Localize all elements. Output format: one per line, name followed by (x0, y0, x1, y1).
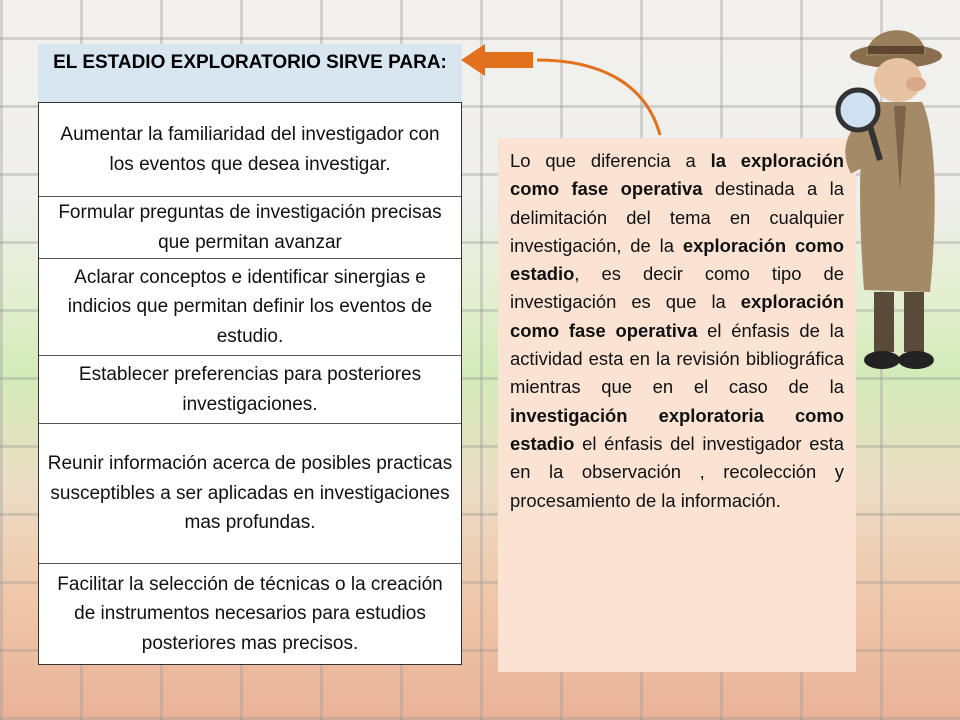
table-row: Establecer preferencias para posteriores investigaciones. (39, 356, 461, 424)
table-row: Reunir información acerca de posibles practicas susceptibles a ser aplicadas en investigaciones mas profundas. (39, 424, 461, 564)
purpose-table (38, 44, 462, 665)
table-row: Aclarar conceptos e identificar sinergias e indicios que permitan definir los eventos de estudio. (39, 259, 461, 356)
detective-illustration-icon (818, 10, 958, 390)
explanation-note: Lo que diferencia a la exploración como fase operativa destinada a la delimitación del tema en cualquier investigación, de la exploración como estadio, es decir como tipo de investigación es que la exploración como fase operativa el énfasis de la actividad esta en la revisión bibliográfica mientras que en el caso de la investigación exploratoria como estadio el énfasis del investigador esta en la observación , recolección y procesamiento de la información. (498, 138, 856, 672)
table-row: Aumentar la familiaridad del investigador con los eventos que desea investigar. (39, 103, 461, 197)
table-row: Facilitar la selección de técnicas o la creación de instrumentos necesarios para estudios posteriores mas precisos. (57, 573, 443, 654)
arrow-left-icon (455, 40, 675, 150)
table-row: Formular preguntas de investigación precisas que permitan avanzar (39, 197, 461, 259)
table-body (38, 102, 462, 665)
table-header: EL ESTADIO EXPLORATORIO SIRVE PARA: (38, 44, 462, 102)
